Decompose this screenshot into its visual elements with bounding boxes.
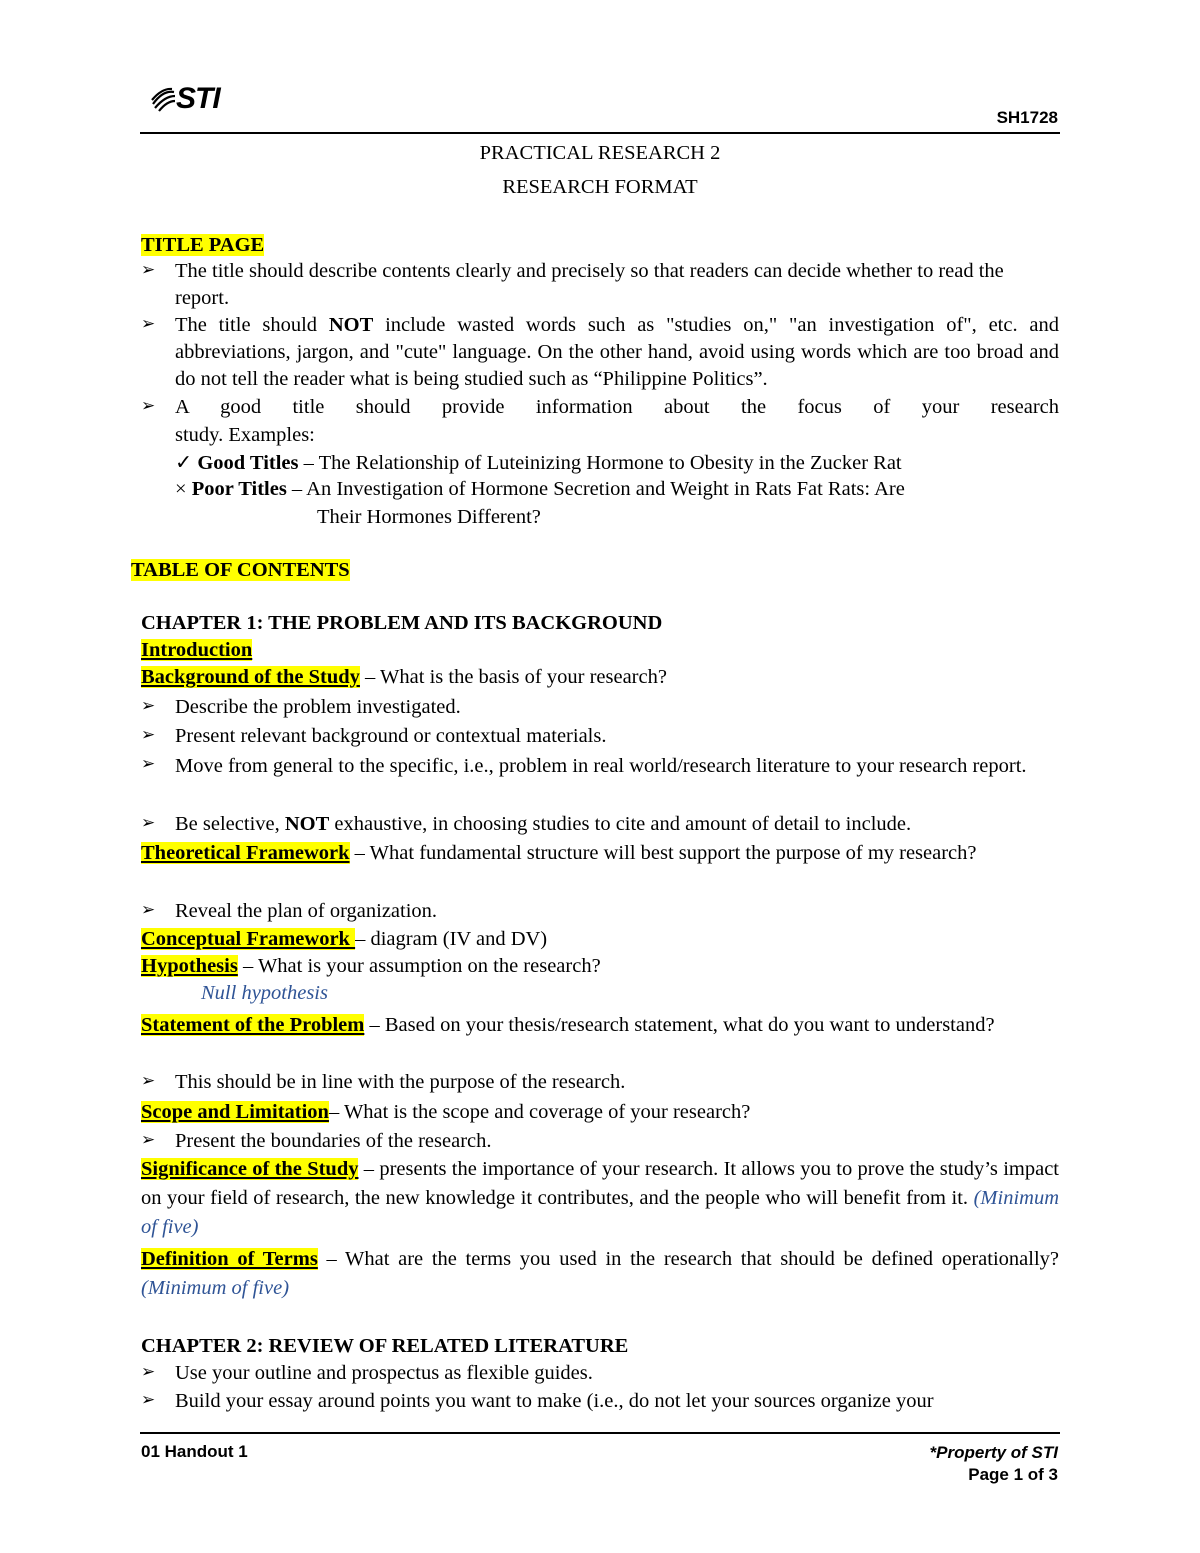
list-item: ➢ Reveal the plan of organization. xyxy=(141,898,1059,925)
introduction-heading: Introduction xyxy=(141,639,253,661)
list-item: ➢ The title should NOT include wasted words such as "studies on," "an investigation of", etc. and abbreviations, jargon, and "cute" language. On the other hand, avoid using words which are too broad and do not tell the reader what is being studied such as “Philippine Politics”. xyxy=(141,312,1059,393)
statement-of-problem-heading: Statement of the Problem – Based on your thesis/research statement, what do you want to understand? xyxy=(141,1014,995,1036)
arrow-bullet-icon: ➢ xyxy=(141,260,156,280)
chapter-1-heading: CHAPTER 1: THE PROBLEM AND ITS BACKGROUND xyxy=(141,612,663,634)
toc-heading: TABLE OF CONTENTS xyxy=(131,559,350,581)
header-rule xyxy=(140,132,1060,134)
document-title: PRACTICAL RESEARCH 2 xyxy=(479,142,721,164)
hypothesis-heading: Hypothesis – What is your assumption on the research? xyxy=(141,955,601,977)
scope-limitation-heading: Scope and Limitation– What is the scope and coverage of your research? xyxy=(141,1101,751,1123)
handout-label: 01 Handout 1 xyxy=(141,1442,248,1461)
checkmark-icon: ✓ xyxy=(175,450,193,474)
background-heading: Background of the Study – What is the basis of your research? xyxy=(141,666,667,688)
footer-rule xyxy=(140,1432,1060,1434)
list-item: ➢ Move from general to the specific, i.e., problem in real world/research literature to your research report. xyxy=(141,752,1059,781)
list-item: ➢ Present relevant background or contextual materials. xyxy=(141,723,1059,750)
arrow-bullet-icon: ➢ xyxy=(141,1362,156,1382)
sti-logo xyxy=(150,82,220,116)
arrow-bullet-icon: ➢ xyxy=(141,314,156,334)
list-item: ➢ Build your essay around points you want to make (i.e., do not let your sources organize your xyxy=(141,1388,1059,1415)
arrow-bullet-icon: ➢ xyxy=(141,725,156,745)
bullet-continuation: study. Examples: xyxy=(175,424,315,446)
good-title-example: ✓ Good Titles – The Relationship of Luteinizing Hormone to Obesity in the Zucker Rat xyxy=(175,450,902,474)
arrow-bullet-icon: ➢ xyxy=(141,1390,156,1410)
sti-globe-icon xyxy=(150,86,176,112)
arrow-bullet-icon: ➢ xyxy=(141,813,156,833)
list-item: ➢ The title should describe contents clearly and precisely so that readers can decide whether to read the report. xyxy=(141,258,1059,312)
poor-title-continuation: Their Hormones Different? xyxy=(317,506,541,528)
poor-title-example: × Poor Titles – An Investigation of Hormone Secretion and Weight in Rats Fat Rats: Are xyxy=(175,478,905,500)
arrow-bullet-icon: ➢ xyxy=(141,396,156,416)
arrow-bullet-icon: ➢ xyxy=(141,1130,156,1150)
list-item: ➢ Use your outline and prospectus as flexible guides. xyxy=(141,1360,1059,1387)
list-item: ➢ This should be in line with the purpose of the research. xyxy=(141,1069,1059,1096)
definition-of-terms-heading: Definition of Terms – What are the terms you used in the research that should be defined operationally? (Minimum of five) xyxy=(141,1248,1059,1299)
list-item: ➢ Present the boundaries of the research. xyxy=(141,1128,1059,1155)
property-note: *Property of STI xyxy=(929,1443,1058,1462)
list-item: ➢ Be selective, NOT exhaustive, in choosing studies to cite and amount of detail to include. xyxy=(141,811,1059,838)
footer-right xyxy=(930,1442,1058,1486)
null-hypothesis-note: Null hypothesis xyxy=(201,982,328,1004)
cross-icon: × xyxy=(175,478,187,500)
arrow-bullet-icon: ➢ xyxy=(141,754,156,774)
chapter-2-heading: CHAPTER 2: REVIEW OF RELATED LITERATURE xyxy=(141,1335,629,1357)
list-item: ➢ Describe the problem investigated. xyxy=(141,694,1059,721)
page-number: Page 1 of 3 xyxy=(968,1465,1058,1484)
list-item: ➢ A good title should provide information about the focus of your research xyxy=(141,394,1059,421)
arrow-bullet-icon: ➢ xyxy=(141,1071,156,1091)
arrow-bullet-icon: ➢ xyxy=(141,900,156,920)
significance-heading: Significance of the Study – presents the importance of your research. It allows you to prove the study’s impact on your field of research, the new knowledge it contributes, and the people who will benefit from it. (Minimum of five) xyxy=(141,1158,1059,1238)
logo-text: STI xyxy=(176,82,220,115)
title-page-heading: TITLE PAGE xyxy=(141,234,265,256)
document-code: SH1728 xyxy=(996,108,1058,127)
conceptual-framework-heading: Conceptual Framework – diagram (IV and DV) xyxy=(141,928,548,950)
arrow-bullet-icon: ➢ xyxy=(141,696,156,716)
theoretical-framework-heading: Theoretical Framework – What fundamental structure will best support the purpose of my research? xyxy=(141,842,977,864)
document-subtitle: RESEARCH FORMAT xyxy=(502,176,698,198)
